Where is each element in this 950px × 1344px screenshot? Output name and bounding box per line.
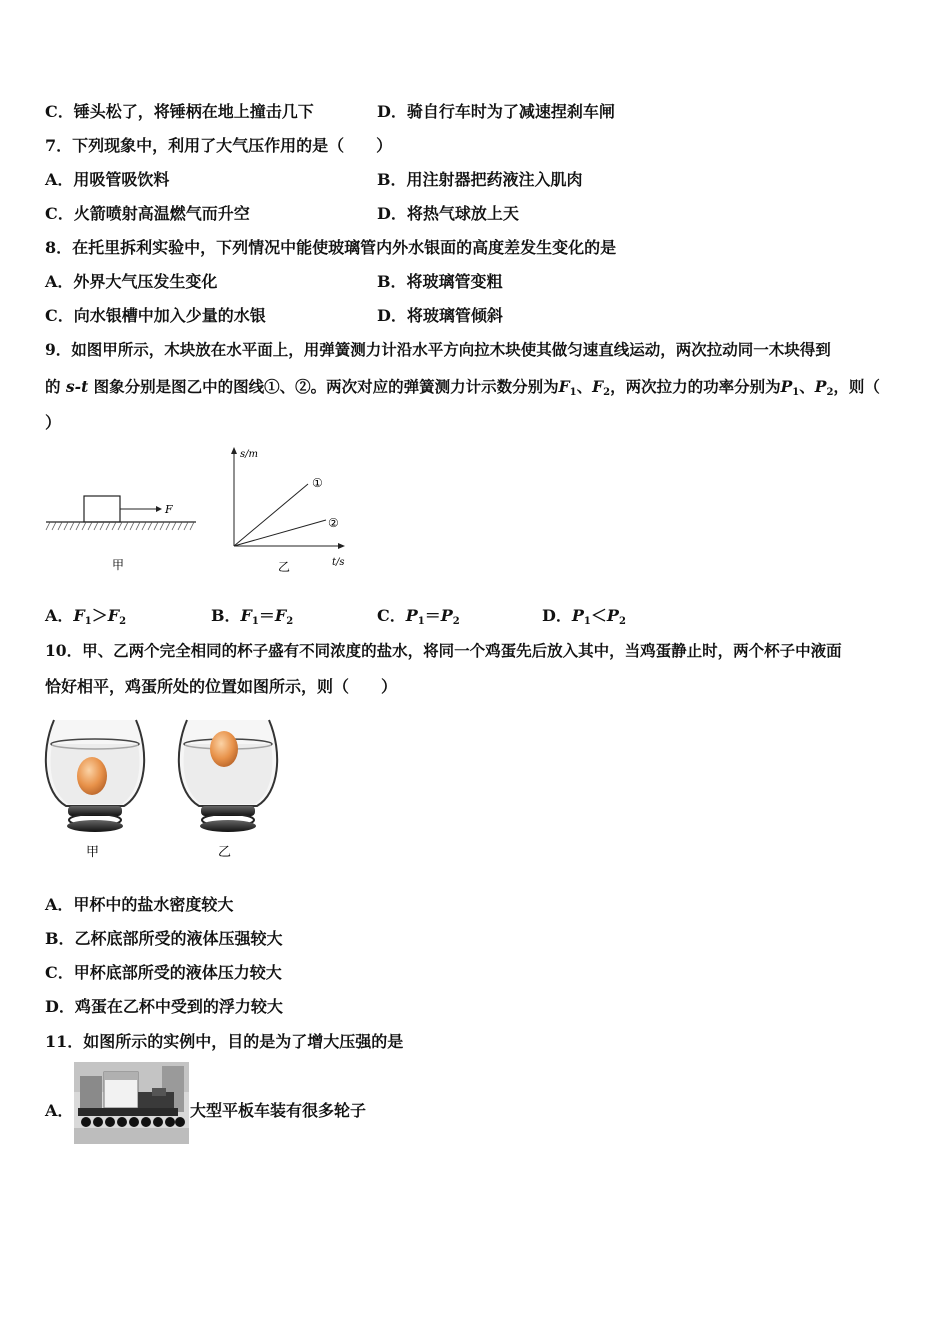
- x-axis-arrow: [338, 543, 345, 549]
- glass-label-jia: 甲: [86, 845, 100, 860]
- q8-option-d: D．将玻璃管倾斜: [377, 306, 503, 325]
- force-arrow-head: [156, 506, 162, 512]
- egg-jia: [77, 757, 107, 795]
- q7-stem: 7．下列现象中，利用了大气压作用的是（ ）: [45, 136, 393, 155]
- q10-option-b: B．乙杯底部所受的液体压强较大: [45, 929, 283, 948]
- q7-option-b: B．用注射器把药液注入肌肉: [377, 170, 583, 189]
- q11-stem: 11．如图所示的实例中，目的是为了增大压强的是: [45, 1032, 404, 1051]
- q9-option-c: C．$P_1=P_2$: [377, 606, 460, 627]
- flatbed-truck-photo: [74, 1062, 189, 1144]
- graph-line-2: [234, 520, 326, 546]
- q8-option-c: C．向水银槽中加入少量的水银: [45, 306, 266, 325]
- q8-stem: 8．在托里拆利实验中，下列情况中能使玻璃管内外水银面的高度差发生变化的是: [45, 238, 617, 257]
- glass-yi: [179, 720, 277, 832]
- force-label: F: [165, 503, 173, 516]
- q9-stem-line2: 的 s-t 图象分别是图乙中的图线①、②。两次对应的弹簧测力计示数分别为$F_1$、$F_2$，两次拉力的功率分别为$P_1$、$P_2$，则（: [45, 377, 880, 398]
- q11-option-a-text: 大型平板车装有很多轮子: [190, 1101, 367, 1120]
- q7-option-a: A．用吸管吸饮料: [45, 170, 170, 189]
- q6-option-c: C．锤头松了，将锤柄在地上撞击几下: [45, 102, 314, 121]
- q9-option-b: B．$F_1=F_2$: [211, 606, 294, 627]
- y-axis-arrow: [231, 447, 237, 454]
- graph-line-1: [234, 484, 308, 546]
- glass-label-yi: 乙: [218, 845, 232, 860]
- q8-option-a: A．外界大气压发生变化: [45, 272, 218, 291]
- figure-label-yi: 乙: [278, 560, 291, 574]
- x-axis-label: t/s: [332, 557, 345, 568]
- q10-option-c: C．甲杯底部所受的液体压力较大: [45, 963, 282, 982]
- egg-yi: [210, 731, 238, 767]
- q10-option-a: A．甲杯中的盐水密度较大: [45, 895, 234, 914]
- q10-stem-line2: 恰好相平，鸡蛋所处的位置如图所示，则（ ）: [45, 677, 398, 696]
- q9-stem-line1: 9．如图甲所示，木块放在水平面上，用弹簧测力计沿水平方向拉木块使其做匀速直线运动，两次拉动同一木块得到: [45, 340, 831, 359]
- q9-stem-line3: ）: [45, 413, 62, 432]
- q9-figure-yi: [222, 444, 352, 579]
- q10-option-d: D．鸡蛋在乙杯中受到的浮力较大: [45, 997, 283, 1016]
- q9-figure-jia: [44, 488, 204, 578]
- q10-figure: [44, 708, 284, 864]
- q7-option-c: C．火箭喷射高温燃气而升空: [45, 204, 250, 223]
- q8-option-b: B．将玻璃管变粗: [377, 272, 503, 291]
- wooden-block: [84, 496, 120, 522]
- figure-label-jia: 甲: [112, 558, 125, 572]
- truck-wheels: [81, 1117, 185, 1127]
- ground-hatching: [46, 522, 194, 530]
- q7-option-d: D．将热气球放上天: [377, 204, 519, 223]
- q11-option-a-prefix: A．: [45, 1101, 74, 1120]
- graph-line-2-label: ②: [328, 516, 339, 530]
- q10-stem-line1: 10．甲、乙两个完全相同的杯子盛有不同浓度的盐水，将同一个鸡蛋先后放入其中，当鸡蛋静止时，两个杯子中液面: [45, 641, 842, 660]
- y-axis-label: s/m: [240, 449, 258, 460]
- q9-option-a: A．$F_1>F_2$: [45, 606, 127, 627]
- graph-line-1-label: ①: [312, 476, 323, 490]
- q9-option-d: D．$P_1<P_2$: [542, 606, 626, 627]
- glass-jia: [46, 720, 144, 832]
- q6-option-d: D．骑自行车时为了减速捏刹车闸: [377, 102, 615, 121]
